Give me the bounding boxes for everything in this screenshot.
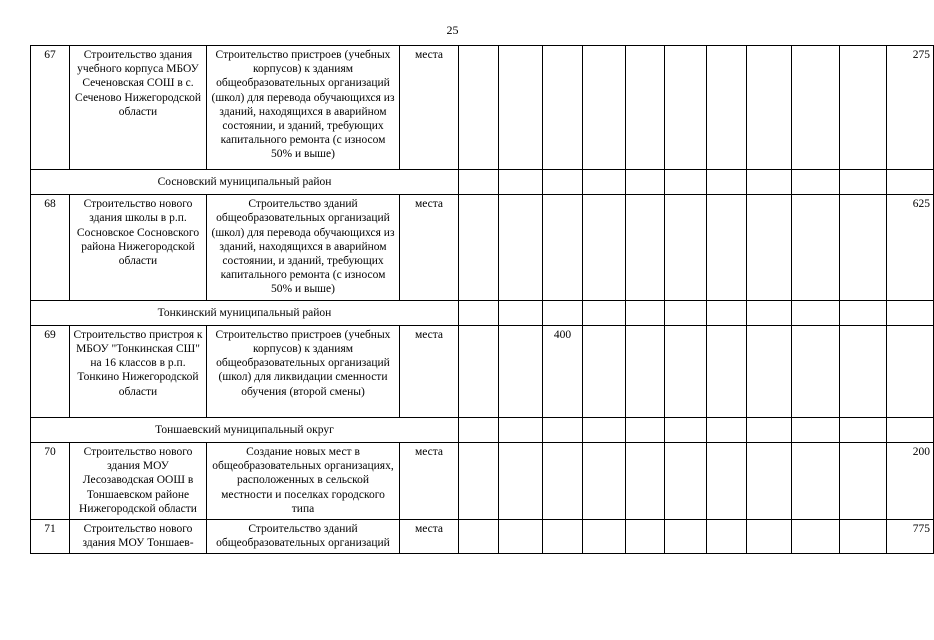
empty-cell	[747, 417, 792, 442]
value-cell	[543, 443, 583, 520]
empty-cell	[626, 417, 665, 442]
object-name: Строительство нового здания МОУ Лесозаводская ООШ в Тоншаевском районе Нижегородской области	[70, 443, 207, 520]
value-cell: 200	[887, 443, 934, 520]
unit-of-measure: места	[400, 443, 459, 520]
value-cell	[499, 46, 543, 170]
value-cell	[747, 325, 792, 417]
value-cell	[459, 325, 499, 417]
value-cell	[747, 520, 792, 554]
value-cell	[626, 520, 665, 554]
unit-of-measure: места	[400, 46, 459, 170]
empty-cell	[747, 170, 792, 195]
value-cell	[499, 195, 543, 300]
unit-of-measure: места	[400, 195, 459, 300]
value-cell	[583, 520, 626, 554]
empty-cell	[459, 417, 499, 442]
value-cell	[459, 520, 499, 554]
object-name: Строительство нового здания школы в р.п. Сосновское Сосновского района Нижегородской области	[70, 195, 207, 300]
value-cell	[747, 195, 792, 300]
table-body	[31, 46, 934, 554]
empty-cell	[840, 170, 887, 195]
value-cell	[665, 325, 707, 417]
value-cell	[543, 195, 583, 300]
empty-cell	[747, 300, 792, 325]
value-cell	[747, 443, 792, 520]
table-row	[31, 325, 934, 417]
section-row	[31, 417, 934, 442]
value-cell	[707, 46, 747, 170]
unit-of-measure: места	[400, 520, 459, 554]
object-name: Строительство нового здания МОУ Тоншаев-	[70, 520, 207, 554]
value-cell	[792, 520, 840, 554]
empty-cell	[543, 170, 583, 195]
value-cell	[499, 443, 543, 520]
value-cell	[840, 520, 887, 554]
value-cell	[583, 46, 626, 170]
table-row	[31, 520, 934, 554]
empty-cell	[792, 170, 840, 195]
value-cell	[626, 195, 665, 300]
value-cell	[840, 195, 887, 300]
empty-cell	[459, 300, 499, 325]
value-cell	[626, 443, 665, 520]
value-cell	[459, 46, 499, 170]
value-cell	[499, 325, 543, 417]
value-cell	[792, 443, 840, 520]
empty-cell	[665, 300, 707, 325]
value-cell	[707, 520, 747, 554]
empty-cell	[707, 417, 747, 442]
row-number: 71	[31, 520, 70, 554]
empty-cell	[459, 170, 499, 195]
empty-cell	[707, 300, 747, 325]
object-description: Строительство зданий общеобразовательных организаций (школ) для перевода обучающихся из зданий, находящихся в аварийном состоянии, и зданий, требующих капитального ремонта (с износом 50% и выше)	[207, 195, 400, 300]
object-description: Строительство зданий общеобразовательных организаций	[207, 520, 400, 554]
empty-cell	[887, 300, 934, 325]
empty-cell	[583, 417, 626, 442]
empty-cell	[499, 417, 543, 442]
object-description: Строительство пристроев (учебных корпусов) к зданиям общеобразовательных организаций (школ) для перевода обучающихся из зданий, находящихся в аварийном состоянии, и зданий, требующих капитального ремонта (с износом 50% и выше)	[207, 46, 400, 170]
empty-cell	[499, 300, 543, 325]
value-cell	[665, 195, 707, 300]
value-cell	[840, 443, 887, 520]
empty-cell	[499, 170, 543, 195]
unit-of-measure: места	[400, 325, 459, 417]
value-cell	[840, 46, 887, 170]
table-row	[31, 443, 934, 520]
empty-cell	[665, 417, 707, 442]
empty-cell	[626, 170, 665, 195]
value-cell	[887, 325, 934, 417]
value-cell	[459, 195, 499, 300]
value-cell	[583, 195, 626, 300]
empty-cell	[583, 300, 626, 325]
value-cell	[747, 46, 792, 170]
table-row	[31, 195, 934, 300]
value-cell	[840, 325, 887, 417]
data-table	[30, 45, 934, 554]
empty-cell	[887, 170, 934, 195]
value-cell	[792, 195, 840, 300]
empty-cell	[840, 417, 887, 442]
empty-cell	[543, 417, 583, 442]
empty-cell	[887, 417, 934, 442]
empty-cell	[543, 300, 583, 325]
value-cell	[792, 325, 840, 417]
row-number: 67	[31, 46, 70, 170]
page-number: 25	[446, 23, 459, 37]
row-number: 68	[31, 195, 70, 300]
empty-cell	[707, 170, 747, 195]
value-cell	[626, 325, 665, 417]
object-description: Создание новых мест в общеобразовательных организациях, расположенных в сельской местности и поселках городского типа	[207, 443, 400, 520]
value-cell	[665, 46, 707, 170]
section-title: Тонкинский муниципальный район	[31, 300, 459, 325]
empty-cell	[583, 170, 626, 195]
value-cell: 400	[543, 325, 583, 417]
value-cell	[626, 46, 665, 170]
value-cell	[543, 520, 583, 554]
value-cell	[792, 46, 840, 170]
value-cell	[707, 325, 747, 417]
empty-cell	[626, 300, 665, 325]
value-cell: 625	[887, 195, 934, 300]
value-cell	[707, 443, 747, 520]
object-name: Строительство здания учебного корпуса МБОУ Сеченовская СОШ в с. Сеченово Нижегородской области	[70, 46, 207, 170]
value-cell: 275	[887, 46, 934, 170]
section-title: Сосновский муниципальный район	[31, 170, 459, 195]
section-row	[31, 300, 934, 325]
value-cell	[543, 46, 583, 170]
value-cell	[665, 520, 707, 554]
value-cell	[583, 325, 626, 417]
value-cell	[665, 443, 707, 520]
object-description: Строительство пристроев (учебных корпусов) к зданиям общеобразовательных организаций (школ) для ликвидации сменности обучения (второй смены)	[207, 325, 400, 417]
value-cell	[707, 195, 747, 300]
value-cell	[499, 520, 543, 554]
value-cell	[459, 443, 499, 520]
table-row	[31, 46, 934, 170]
section-row	[31, 170, 934, 195]
row-number: 69	[31, 325, 70, 417]
value-cell	[583, 443, 626, 520]
section-title: Тоншаевский муниципальный округ	[31, 417, 459, 442]
object-name: Строительство пристроя к МБОУ "Тонкинская СШ" на 16 классов в р.п. Тонкино Нижегородской области	[70, 325, 207, 417]
empty-cell	[792, 300, 840, 325]
empty-cell	[840, 300, 887, 325]
value-cell: 775	[887, 520, 934, 554]
empty-cell	[665, 170, 707, 195]
empty-cell	[792, 417, 840, 442]
row-number: 70	[31, 443, 70, 520]
